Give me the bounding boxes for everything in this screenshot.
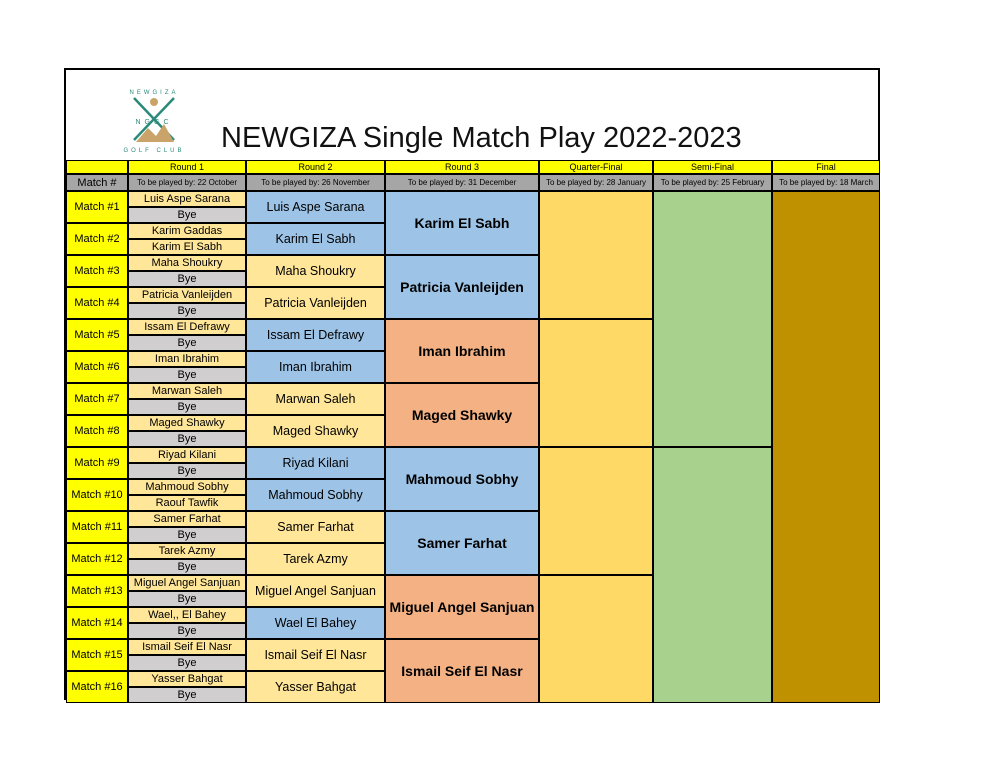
- round2-player: Maged Shawky: [246, 415, 385, 447]
- round1-player: Issam El Defrawy: [128, 319, 246, 335]
- round1-player: Riyad Kilani: [128, 447, 246, 463]
- svg-text:NEWGIZA: NEWGIZA: [129, 90, 179, 96]
- semi-final-slot: [653, 447, 772, 703]
- round2-player: Ismail Seif El Nasr: [246, 639, 385, 671]
- round-deadline-header: To be played by: 28 January: [539, 174, 653, 191]
- match-number-header: Match #: [66, 174, 128, 191]
- bracket-sheet: [64, 68, 880, 700]
- match-label: Match #15: [66, 639, 128, 671]
- match-label: Match #7: [66, 383, 128, 415]
- round1-player: Miguel Angel Sanjuan: [128, 575, 246, 591]
- round-deadline-header: To be played by: 18 March: [772, 174, 880, 191]
- match-label: Match #14: [66, 607, 128, 639]
- round3-player: Patricia Vanleijden: [385, 255, 539, 319]
- round1-player: Raouf Tawfik: [128, 495, 246, 511]
- round1-player: Iman Ibrahim: [128, 351, 246, 367]
- round1-player: Karim Gaddas: [128, 223, 246, 239]
- round-name-header: Round 3: [385, 160, 539, 174]
- match-label: Match #1: [66, 191, 128, 223]
- round1-player: Bye: [128, 335, 246, 351]
- semi-final-slot: [653, 191, 772, 447]
- round-deadline-header: To be played by: 26 November: [246, 174, 385, 191]
- round3-player: Samer Farhat: [385, 511, 539, 575]
- round1-player: Bye: [128, 623, 246, 639]
- round3-player: Mahmoud Sobhy: [385, 447, 539, 511]
- match-label: Match #11: [66, 511, 128, 543]
- round1-player: Bye: [128, 687, 246, 703]
- match-label: Match #3: [66, 255, 128, 287]
- header-corner-cell: [66, 160, 128, 174]
- round3-player: Ismail Seif El Nasr: [385, 639, 539, 703]
- svg-text:GOLF CLUB: GOLF CLUB: [123, 148, 185, 154]
- round2-player: Mahmoud Sobhy: [246, 479, 385, 511]
- round-deadline-header: To be played by: 25 February: [653, 174, 772, 191]
- round-deadline-header: To be played by: 22 October: [128, 174, 246, 191]
- match-label: Match #10: [66, 479, 128, 511]
- match-label: Match #8: [66, 415, 128, 447]
- match-label: Match #16: [66, 671, 128, 703]
- round1-player: Bye: [128, 527, 246, 543]
- round1-player: Bye: [128, 463, 246, 479]
- round2-player: Luis Aspe Sarana: [246, 191, 385, 223]
- quarter-final-slot: [539, 447, 653, 575]
- round1-player: Bye: [128, 367, 246, 383]
- quarter-final-slot: [539, 575, 653, 703]
- round1-player: Yasser Bahgat: [128, 671, 246, 687]
- match-label: Match #13: [66, 575, 128, 607]
- round3-player: Iman Ibrahim: [385, 319, 539, 383]
- round3-player: Maged Shawky: [385, 383, 539, 447]
- round2-player: Patricia Vanleijden: [246, 287, 385, 319]
- match-label: Match #2: [66, 223, 128, 255]
- round1-player: Ismail Seif El Nasr: [128, 639, 246, 655]
- round1-player: Bye: [128, 591, 246, 607]
- round2-player: Marwan Saleh: [246, 383, 385, 415]
- round1-player: Bye: [128, 303, 246, 319]
- round2-player: Iman Ibrahim: [246, 351, 385, 383]
- round3-player: Karim El Sabh: [385, 191, 539, 255]
- round2-player: Karim El Sabh: [246, 223, 385, 255]
- round1-player: Samer Farhat: [128, 511, 246, 527]
- round2-player: Yasser Bahgat: [246, 671, 385, 703]
- round1-player: Mahmoud Sobhy: [128, 479, 246, 495]
- round1-player: Luis Aspe Sarana: [128, 191, 246, 207]
- round2-player: Wael El Bahey: [246, 607, 385, 639]
- round1-player: Patricia Vanleijden: [128, 287, 246, 303]
- round1-player: Bye: [128, 271, 246, 287]
- round1-player: Bye: [128, 431, 246, 447]
- round-name-header: Quarter-Final: [539, 160, 653, 174]
- match-label: Match #12: [66, 543, 128, 575]
- round1-player: Maha Shoukry: [128, 255, 246, 271]
- match-label: Match #5: [66, 319, 128, 351]
- round1-player: Maged Shawky: [128, 415, 246, 431]
- round-name-header: Semi-Final: [653, 160, 772, 174]
- match-label: Match #4: [66, 287, 128, 319]
- round1-player: Karim El Sabh: [128, 239, 246, 255]
- round-deadline-header: To be played by: 31 December: [385, 174, 539, 191]
- round2-player: Riyad Kilani: [246, 447, 385, 479]
- round1-player: Wael,, El Bahey: [128, 607, 246, 623]
- round2-player: Samer Farhat: [246, 511, 385, 543]
- round-name-header: Round 1: [128, 160, 246, 174]
- round2-player: Miguel Angel Sanjuan: [246, 575, 385, 607]
- round1-player: Bye: [128, 207, 246, 223]
- golf-club-logo: [112, 78, 196, 158]
- round2-player: Issam El Defrawy: [246, 319, 385, 351]
- round1-player: Bye: [128, 399, 246, 415]
- svg-text:NGGC: NGGC: [135, 119, 173, 126]
- quarter-final-slot: [539, 319, 653, 447]
- final-slot: [772, 191, 880, 703]
- round-name-header: Round 2: [246, 160, 385, 174]
- round3-player: Miguel Angel Sanjuan: [385, 575, 539, 639]
- round2-player: Tarek Azmy: [246, 543, 385, 575]
- round1-player: Bye: [128, 655, 246, 671]
- round1-player: Bye: [128, 559, 246, 575]
- quarter-final-slot: [539, 191, 653, 319]
- match-label: Match #6: [66, 351, 128, 383]
- match-label: Match #9: [66, 447, 128, 479]
- page-title: NEWGIZA Single Match Play 2022-2023: [221, 122, 742, 154]
- round2-player: Maha Shoukry: [246, 255, 385, 287]
- round1-player: Tarek Azmy: [128, 543, 246, 559]
- round-name-header: Final: [772, 160, 880, 174]
- round1-player: Marwan Saleh: [128, 383, 246, 399]
